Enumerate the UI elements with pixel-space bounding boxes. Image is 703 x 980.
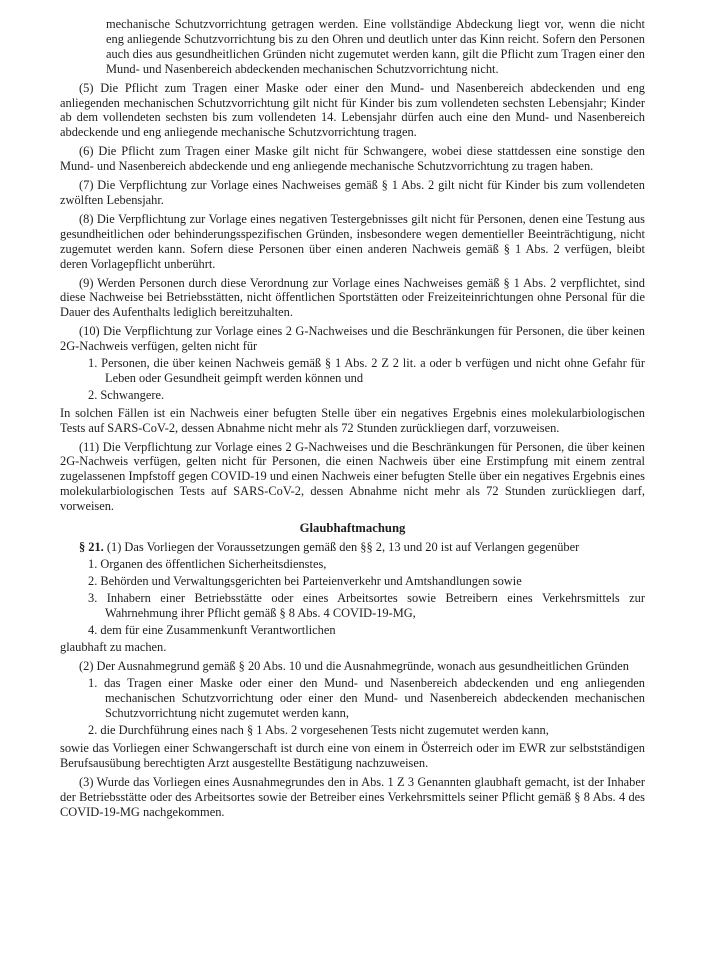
text-run: (8) Die Verpflichtung zur Vorlage eines negativen Testergebnisses gilt nicht für Personen, denen eine Testung aus gesundheitlichen oder behinderungsspezifischen Gründen, insbesondere wegen dementieller Beeinträchtigung, nicht zugemutet werden kann. Sofern diese Personen über einen anderen Nachweis gemäß § 1 Abs. 2 verfügen, bleibt deren Vorlagepflicht unberührt. xyxy=(60,211,645,271)
paragraph xyxy=(60,741,645,771)
list-marker: 1. xyxy=(88,676,98,691)
text-run: (9) Werden Personen durch diese Verordnung zur Vorlage eines Nachweises gemäß § 1 Abs. 2 verpflichtet, sind diese Nachweise bei Betriebsstätten, nicht öffentlichen Sportstätten oder Freizeiteinrichtungen ohne Personal für die Dauer des Aufenthalts lediglich bereitzuhalten. xyxy=(60,275,645,320)
text-run: Glaubhaftmachung xyxy=(299,521,406,536)
text-run: Personen, die über keinen Nachweis gemäß § 1 Abs. 2 Z 2 lit. a oder b verfügen und nicht ohne Gefahr für Leben oder Gesundheit geimpft werden können und xyxy=(101,356,645,385)
text-run: (1) Das Vorliegen der Voraussetzungen gemäß den §§ 2, 13 und 20 ist auf Verlangen gegenüber xyxy=(106,540,580,554)
paragraph xyxy=(60,440,645,515)
list-marker: 4. xyxy=(88,622,98,637)
list-marker: 2. xyxy=(88,722,98,737)
text-run: Organen des öffentlichen Sicherheitsdienstes, xyxy=(100,556,327,571)
text-run: das Tragen einer Maske oder einer den Mund- und Nasenbereich abdeckenden und eng anliegenden mechanischen Schutzvorrichtung oder einer den Mund- und Nasenbereich abdeckenden mechanischen Schutzvorrichtung nicht zugemutet werden kann, xyxy=(103,676,645,721)
paragraph xyxy=(60,178,645,208)
text-run: (7) Die Verpflichtung zur Vorlage eines Nachweises gemäß § 1 Abs. 2 gilt nicht für Kinder bis zum vollendeten zwölften Lebensjahr. xyxy=(60,178,645,207)
text-run: (5) Die Pflicht zum Tragen einer Maske oder einer den Mund- und Nasenbereich abdeckenden und eng anliegenden mechanischen Schutzvorrichtung gilt nicht für Kinder bis zum vollendeten sechsten Lebensjahr; Kinder ab dem vollendeten sechsten bis zum vollendeten 14. Lebensjahr dürfen auch eine den Mund- und Nasenbereich abdeckende und eng anliegende mechanische Schutzvorrichtung tragen. xyxy=(60,80,645,140)
paragraph xyxy=(60,81,645,141)
paragraph xyxy=(60,640,645,655)
list-marker: 3. xyxy=(88,590,98,605)
text-run: (11) Die Verpflichtung zur Vorlage eines 2 G-Nachweises und die Beschränkungen für Personen, die über keinen 2G-Nachweis verfügen, gelten nicht für Personen, die einen Nachweis über eine Erstimpfung mit einem zentral zugelassenen Impfstoff gegen COVID-19 und einen Nachweis einer befugten Stelle über ein negatives Ergebnis eines molekularbiologischen Tests auf SARS-CoV-2, dessen Abnahme nicht mehr als 72 Stunden zurückliegen darf, vorweisen. xyxy=(60,439,645,514)
list-marker: 1. xyxy=(88,356,98,371)
text-run: mechanische Schutzvorrichtung getragen werden. Eine vollständige Abdeckung liegt vor, wenn die nicht eng anliegende Schutzvorrichtung bis zu den Ohren und deutlich unter das Kinn reicht. Sofern den Personen auch dies aus gesundheitlichen Gründen nicht zugemutet werden kann, gilt die Pflicht zum Tragen einer den Mund- und Nasenbereich abdeckenden mechanischen Schutzvorrichtung nicht. xyxy=(106,17,645,76)
paragraph xyxy=(60,276,645,321)
paragraph xyxy=(60,144,645,174)
list-item xyxy=(88,590,645,621)
section-number: § 21. xyxy=(79,540,104,554)
text-run: (10) Die Verpflichtung zur Vorlage eines 2 G-Nachweises und die Beschränkungen für Personen, die über keinen 2G-Nachweis verfügen, gelten nicht für xyxy=(60,324,645,354)
list-item xyxy=(88,722,645,738)
list-marker: 1. xyxy=(88,556,98,571)
list-item xyxy=(88,356,645,386)
paragraph xyxy=(60,406,645,436)
paragraph xyxy=(60,324,645,354)
paragraph-continuation xyxy=(106,17,645,77)
list-marker: 2. xyxy=(88,573,98,588)
text-run: (3) Wurde das Vorliegen eines Ausnahmegrundes den in Abs. 1 Z 3 Genannten glaubhaft gemacht, ist der Inhaber der Betriebsstätte oder des Arbeitsortes sowie der Betreiber eines Verkehrsmittels seiner Pflicht gemäß § 8 Abs. 4 des COVID-19-MG nachgekommen. xyxy=(60,774,645,819)
paragraph xyxy=(60,775,645,820)
text-run: glaubhaft zu machen. xyxy=(60,640,167,655)
list-item xyxy=(88,573,645,589)
text-run: die Durchführung eines nach § 1 Abs. 2 vorgesehenen Tests nicht zugemutet werden kann, xyxy=(100,722,549,737)
text-run: Schwangere. xyxy=(100,387,165,402)
paragraph xyxy=(60,540,645,555)
list-item xyxy=(88,387,645,403)
list-item xyxy=(88,556,645,572)
text-run: dem für eine Zusammenkunft Verantwortlichen xyxy=(100,622,336,637)
text-run: In solchen Fällen ist ein Nachweis einer befugten Stelle über ein negatives Ergebnis eines molekularbiologischen Tests auf SARS-CoV-2, dessen Abnahme nicht mehr als 72 Stunden zurückliegen darf, vorzuweisen. xyxy=(60,405,645,435)
text-run: Inhabern einer Betriebsstätte oder eines Arbeitsortes sowie Betreibern eines Verkehrsmittels zur Wahrnehmung ihrer Pflicht gemäß § 8 Abs. 4 COVID-19-MG, xyxy=(105,590,645,620)
text-run: (2) Der Ausnahmegrund gemäß § 20 Abs. 10 und die Ausnahmegründe, wonach aus gesundheitlichen Gründen xyxy=(79,659,629,674)
list-item xyxy=(88,622,645,638)
section-heading xyxy=(60,521,645,536)
text-run: (6) Die Pflicht zum Tragen einer Maske gilt nicht für Schwangere, wobei diese stattdessen eine sonstige den Mund- und Nasenbereich abdeckende und eng anliegende mechanische Schutzvorrichtung zu tragen haben. xyxy=(60,144,645,174)
list-marker: 2. xyxy=(88,387,98,402)
list-item xyxy=(88,676,645,721)
paragraph xyxy=(60,212,645,272)
text-run: sowie das Vorliegen einer Schwangerschaft ist durch eine von einem in Österreich oder im EWR zur selbstständigen Berufsausübung berechtigten Arzt ausgestellte Bestätigung nachzuweisen. xyxy=(60,740,645,770)
text-run: Behörden und Verwaltungsgerichten bei Parteienverkehr und Amtshandlungen sowie xyxy=(100,573,522,588)
paragraph xyxy=(60,659,645,674)
